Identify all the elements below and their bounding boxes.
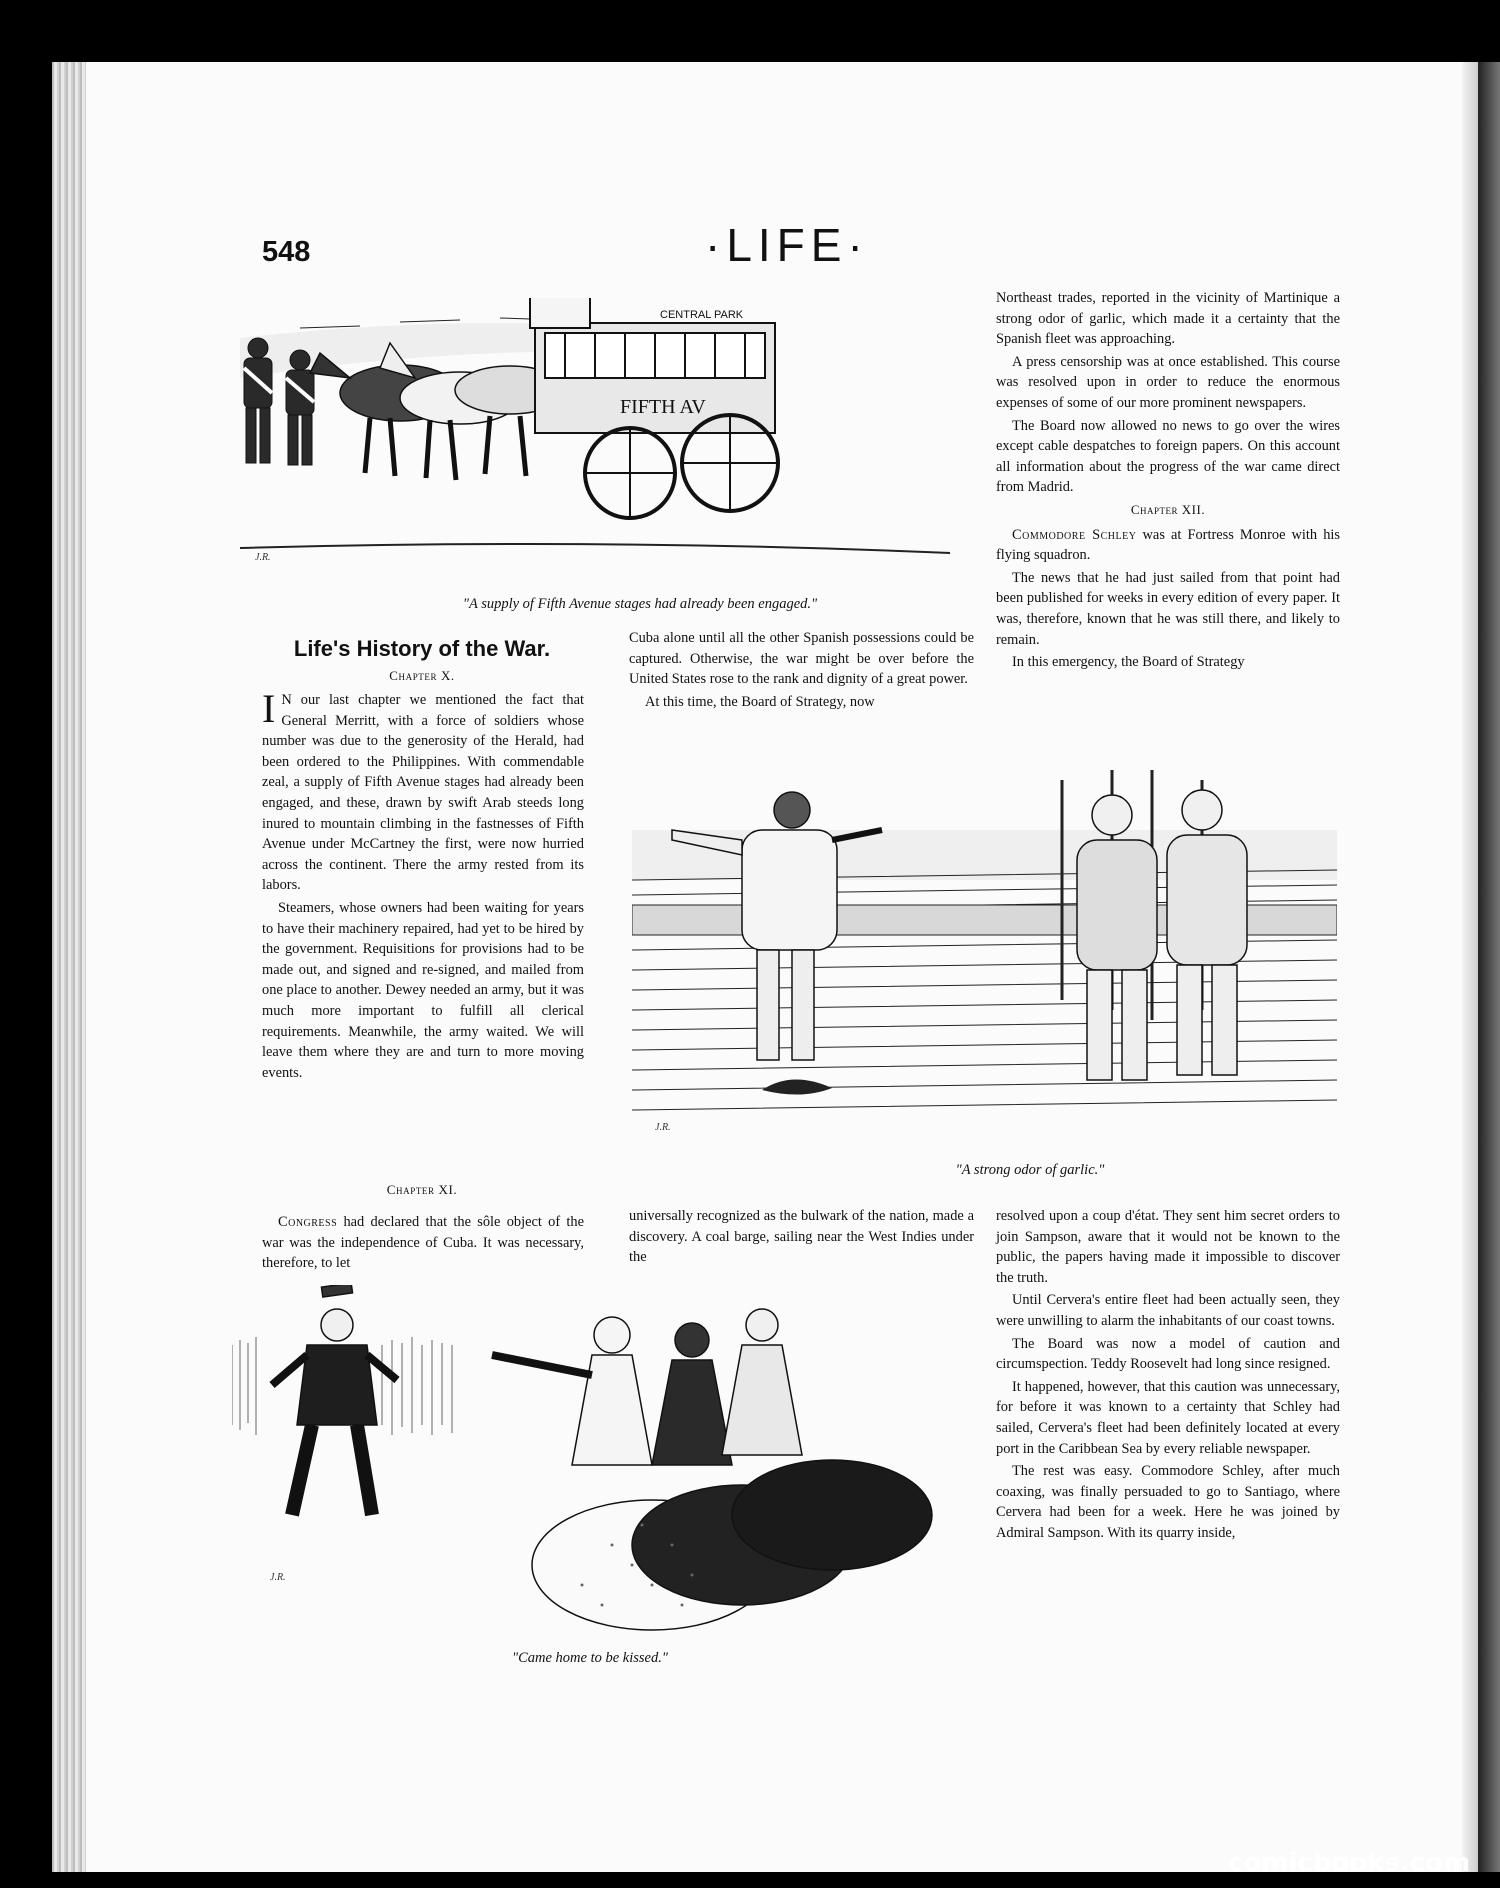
paragraph: Northeast trades, reported in the vicinity of Martinique a strong odor of garlic, which made it a certainty that the Spanish fleet was approaching. (996, 290, 1340, 348)
paragraph: The rest was easy. Commodore Schley, after much coaxing, was finally persuaded to go to Santiago, where Cervera had been for a week. Here he was joined by Admiral Sampson. With its quarry inside, (996, 1463, 1340, 1541)
man-figure (272, 1285, 397, 1515)
column-2-upper (629, 628, 974, 712)
paragraph: It happened, however, that this caution was unnecessary, for before it was known to a certainty that Schley had sailed, Cervera's fleet had been definitely located at every port in the Caribbean Sea by every reliable newspaper. (996, 1378, 1340, 1457)
column-3-lower (996, 1206, 1340, 1544)
column-3-upper (996, 288, 1340, 673)
artist-signature: J.R. (255, 552, 271, 563)
coach-roof-sign: CENTRAL PARK (660, 309, 744, 321)
lead-words: Commodore Schley (1012, 526, 1137, 543)
garlic-caption: "A strong odor of garlic." (955, 1162, 1105, 1178)
paragraph: The news that he had just sailed from that point had been published for weeks in every edition of every paper. It was, therefore, known that he was still there, and likely to remain. (996, 569, 1340, 648)
paragraph: N our last chapter we mentioned the fact that General Merritt, with a force of soldiers whose number was due to the generosity of the Herald, had been ordered to the Philippines. With commendable zeal, a supply of Fifth Avenue stages had already been engaged, and these, drawn by swift Arab steeds long inured to mountain climbing in the fastnesses of Fifth Avenue under McCartney the first, were now hurried across the continent. There the army rested from its labors. (262, 692, 584, 894)
column-2-lower (629, 1206, 974, 1268)
adjacent-page-sliver (1478, 62, 1500, 1872)
masthead: ·LIFE· (705, 219, 869, 271)
paragraph: In this emergency, the Board of Strategy (1012, 654, 1245, 671)
paragraph: The Board was now a model of caution and circumspection. Teddy Roosevelt had long since resigned. (996, 1335, 1340, 1373)
chapter-xii-heading: Chapter XII. (1130, 501, 1206, 517)
coach-side-lettering: FIFTH AV (620, 396, 706, 418)
page-stack-edges (52, 62, 86, 1872)
paragraph: had declared that the sôle object of the war was the independence of Cuba. It was necessary, therefore, to let (262, 1214, 584, 1272)
paragraph: Steamers, whose owners had been waiting for years to have their machinery repaired, had yet to be hired by the government. Requisitions for provisions had to be made out, and signed and re-signed, and mailed from one place to another. Dewey needed an army, but it was much more important to fulfill all clerical requirements. Meanwhile, the army waited. We will leave them where they are and turn to more moving events. (262, 899, 584, 1081)
chapter-x-heading: Chapter X. (389, 668, 455, 683)
paragraph: resolved upon a coup d'état. They sent him secret orders to join Sampson, aware that it would not be known to the public, the papers having made it impossible to discover the truth. (996, 1208, 1340, 1286)
paragraph: A press censorship was at once established. This course was resolved upon in order to reduce the enormous expenses of some of our more prominent newspapers. (996, 353, 1340, 411)
drop-cap: I (262, 686, 276, 731)
ship-deck-illustration (632, 770, 1337, 1140)
column-1-lower (262, 1212, 584, 1274)
watermark: comicbooks.com (1228, 1848, 1471, 1878)
paragraph: was at Fortress Monroe with his flying squadron. (996, 526, 1340, 564)
paragraph: The Board now allowed no news to go over the wires except cable despatches to foreign papers. On this account all information about the progress of the war came direct from Madrid. (996, 417, 1340, 496)
paragraph: Until Cervera's entire fleet had been actually seen, they were unwilling to alarm the inhabitants of our coast towns. (996, 1292, 1340, 1329)
lead-words: Congress (278, 1214, 338, 1230)
paragraph: universally recognized as the bulwark of the nation, made a discovery. A coal barge, sailing near the West Indies under the (629, 1208, 974, 1266)
artist-signature: J.R. (655, 1122, 671, 1133)
kissed-caption: "Came home to be kissed." (512, 1650, 668, 1666)
chapter-xi-heading: Chapter XI. (386, 1182, 458, 1197)
paragraph: Cuba alone until all the other Spanish possessions could be captured. Otherwise, the war might be over before the United States rose to the rank and dignity of a great power. (629, 630, 974, 688)
page-number: 548 (262, 236, 311, 268)
artist-signature: J.R. (270, 1572, 286, 1583)
women-figures (492, 1309, 932, 1630)
column-1-upper (262, 686, 584, 1083)
article-title: Life's History of the War. (293, 636, 551, 661)
stagecoach-illustration (200, 298, 960, 588)
came-home-illustration (232, 1285, 972, 1635)
stagecoach-caption: "A supply of Fifth Avenue stages had already been engaged." (462, 596, 818, 612)
paragraph: At this time, the Board of Strategy, now (645, 693, 875, 710)
